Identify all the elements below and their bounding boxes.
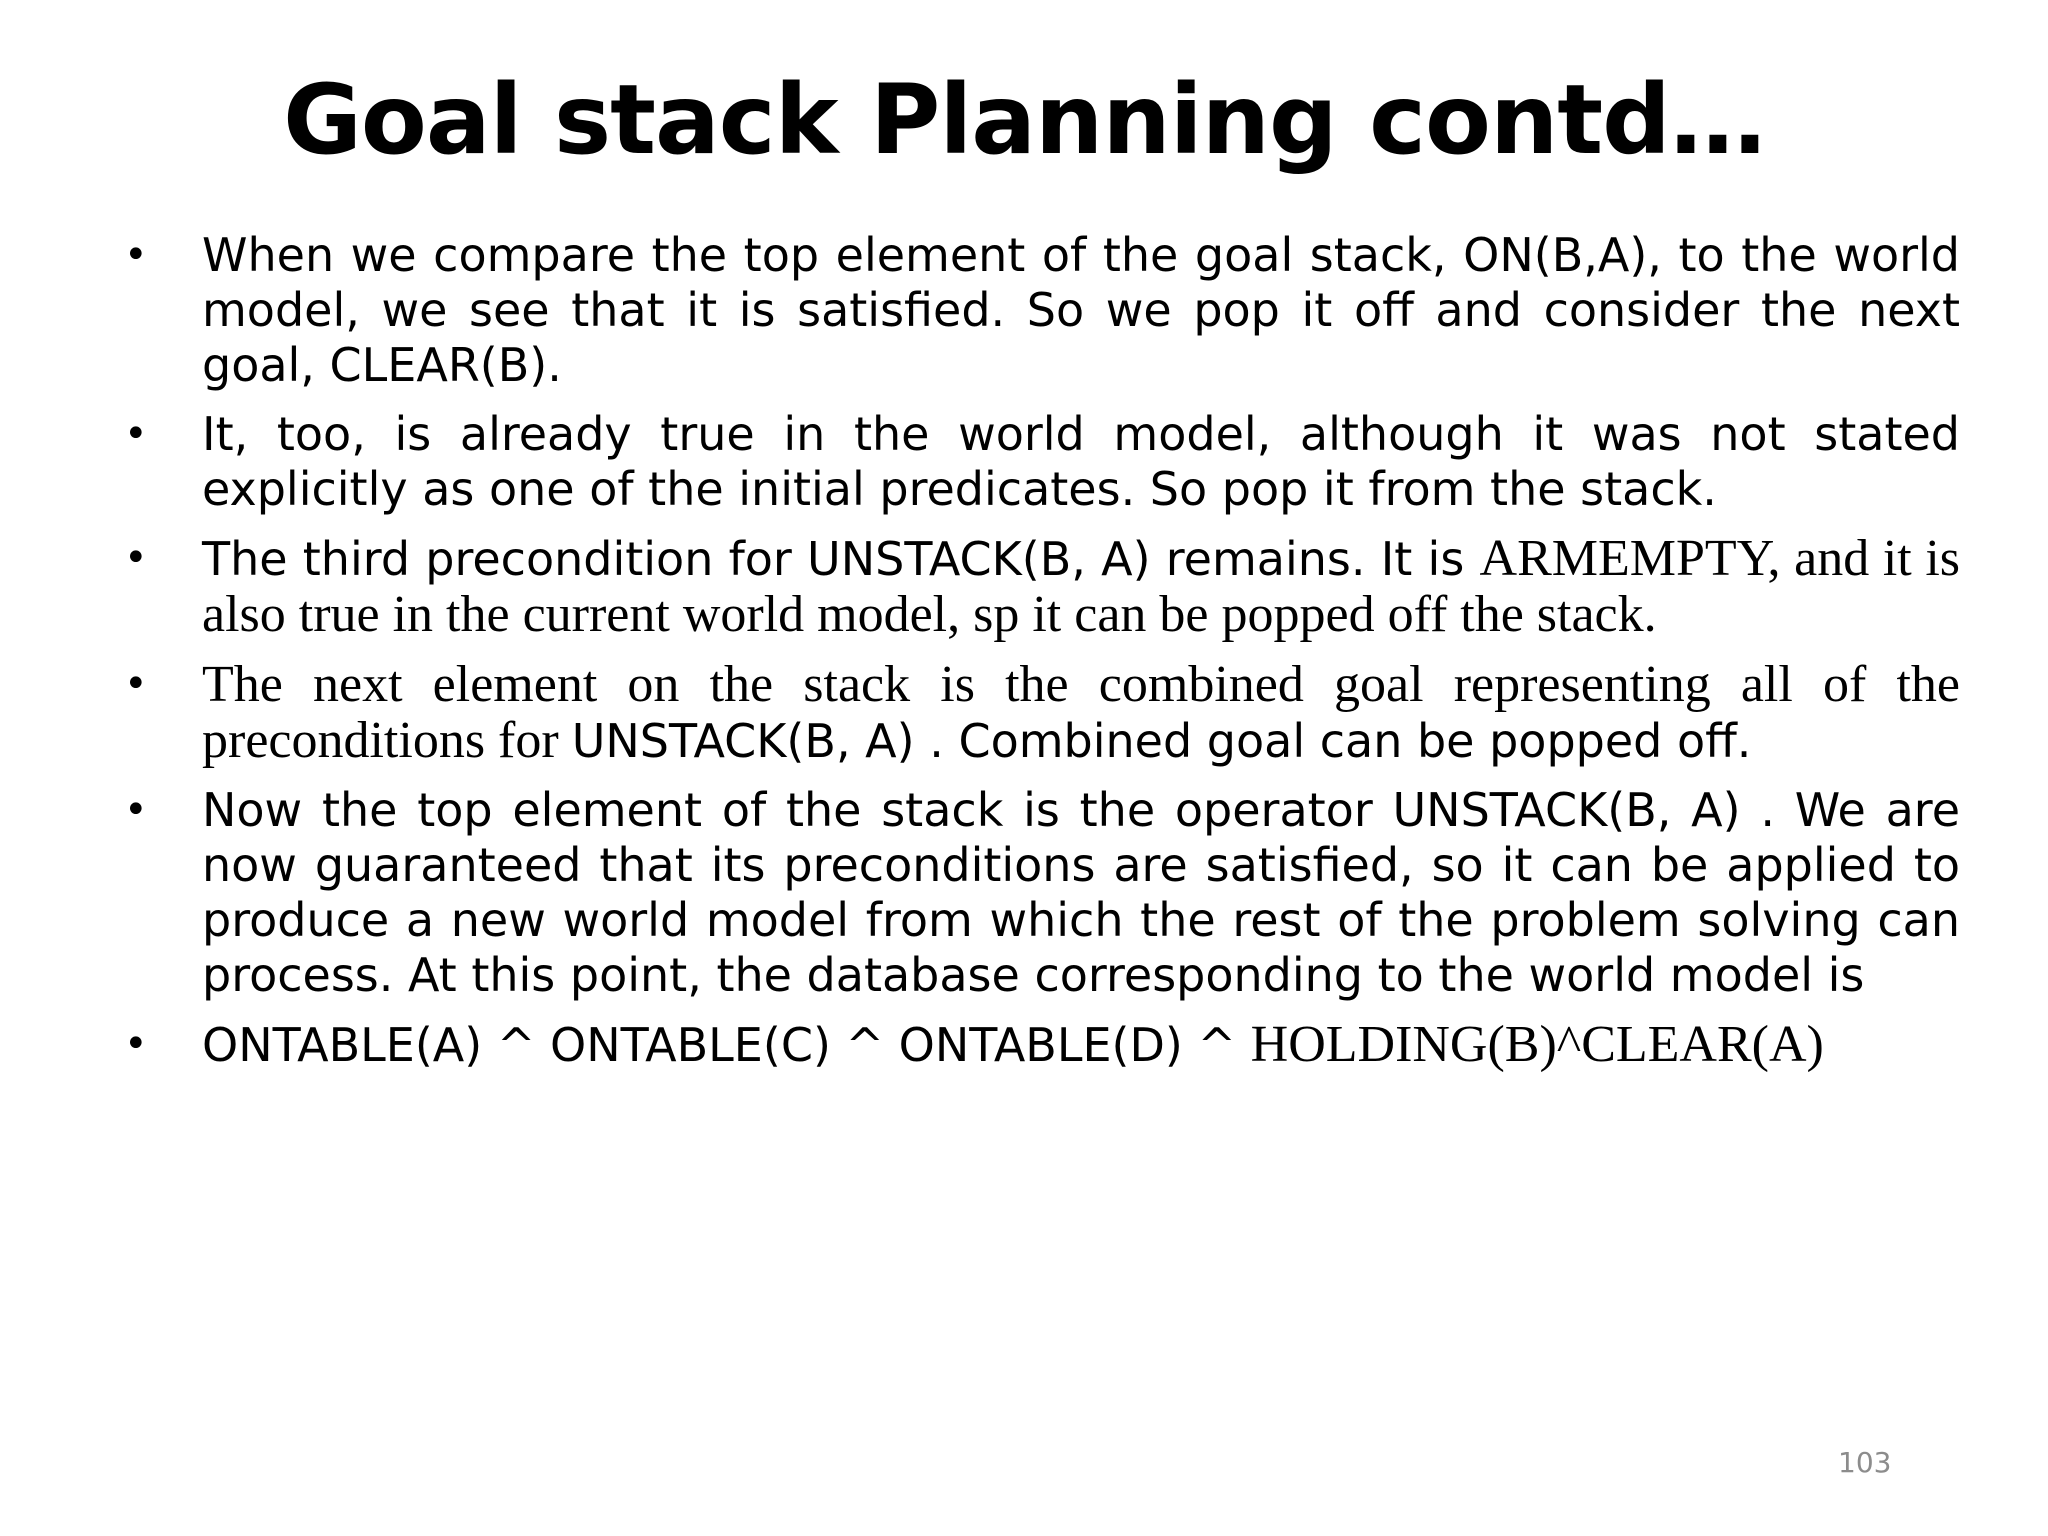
bullet-text: Now the top element of the stack is the operator UNSTACK(B, A) . We are now guaranteed that its preconditions are satisfied, so it can be applied to produce a new world model from which the rest of the problem solving can process. At this point, the database corresponding to the world model is — [202, 783, 1960, 1002]
bullet-text: When we compare the top element of the goal stack, ON(B,A), to the world model, we see that it is satisfied. So we pop it off and consider the next goal, CLEAR(B). — [202, 228, 1960, 392]
bullet-text-sans: The third precondition for UNSTACK(B, A) remains. It is — [202, 532, 1480, 586]
bullet-glyph: • — [124, 535, 148, 581]
bullet-item-1 — [120, 228, 1960, 393]
bullet-glyph: • — [124, 1021, 148, 1067]
slide-title: Goal stack Planning contd… — [283, 64, 1765, 176]
bullet-glyph: • — [124, 232, 148, 278]
bullet-text: It, too, is already true in the world model, although it was not stated explicitly as one of the initial predicates. So pop it from the stack. — [202, 407, 1960, 516]
bullet-text-serif: ARMEMPTY, and it is also true in the current world model, sp it can be popped off the stack. — [202, 530, 1960, 643]
bullet-item-6 — [120, 1017, 1960, 1073]
bullet-text-serif: HOLDING(B)^CLEAR(A) — [1250, 1016, 1824, 1073]
bullet-glyph: • — [124, 787, 148, 833]
bullet-text-serif: The next element on the stack is the combined goal representing all of the preconditions for — [202, 656, 1960, 769]
bullet-list — [120, 228, 1960, 1087]
bullet-item-5 — [120, 783, 1960, 1003]
bullet-item-4 — [120, 657, 1960, 769]
bullet-text-sans: ONTABLE(A) ^ ONTABLE(C) ^ ONTABLE(D) ^ — [202, 1018, 1251, 1072]
bullet-glyph: • — [124, 411, 148, 457]
page-number: 103 — [1838, 1446, 1892, 1479]
bullet-glyph: • — [124, 661, 148, 707]
bullet-item-3 — [120, 531, 1960, 643]
bullet-item-2 — [120, 407, 1960, 517]
bullet-text-sans: UNSTACK(B, A) . Combined goal can be popped off. — [571, 714, 1752, 768]
